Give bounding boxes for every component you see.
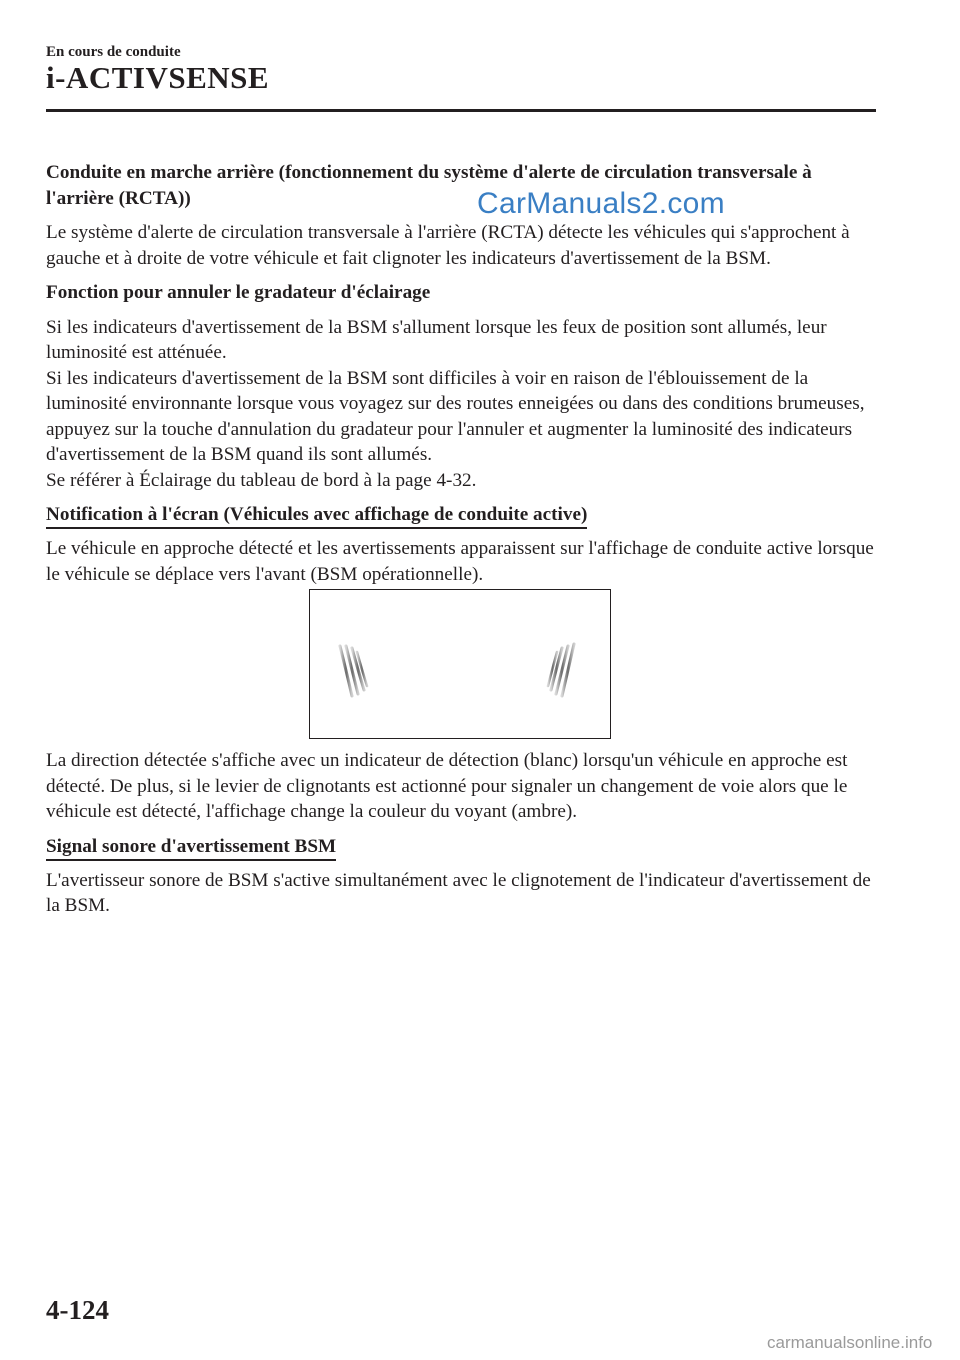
dimmer-paragraph-2: Si les indicateurs d'avertissement de la BSM sont difficiles à voir en raison de l'éblouissement de la luminosité environnante lorsque vous voyagez sur des routes enneigées ou dans des conditions brumeuses, appuyez sur la touche d'annulation du gradateur pour l'annuler et augmenter la luminosité des indicateurs d'avertissement de la BSM quand ils sont allumés.	[46, 367, 865, 465]
page-number: 4-124	[46, 1295, 109, 1325]
active-driving-display-figure	[309, 589, 611, 739]
dimmer-heading: Fonction pour annuler le gradateur d'éclairage	[46, 282, 431, 303]
direction-paragraph: La direction détectée s'affiche avec un indicateur de détection (blanc) lorsqu'un véhicule en approche est détecté. De plus, si le levier de clignotants est actionné pour signaler un changement de voie alors que le véhicule est détecté, l'affichage change la couleur du voyant (ambre).	[46, 750, 848, 822]
site-watermark: carmanualsonline.info	[767, 1333, 933, 1352]
dimmer-paragraph-1: Si les indicateurs d'avertissement de la BSM s'allument lorsque les feux de position sont allumés, leur luminosité est atténuée.	[46, 316, 827, 363]
right-detection-indicator-icon	[548, 644, 574, 696]
display-heading: Notification à l'écran (Véhicules avec affichage de conduite active)	[46, 503, 587, 529]
chapter-title: i-ACTIVSENSE	[46, 60, 270, 95]
display-illustration	[310, 590, 610, 738]
watermark: CarManuals2.com	[477, 187, 725, 220]
header-rule	[46, 109, 876, 112]
rcta-paragraph: Le système d'alerte de circulation transversale à l'arrière (RCTA) détecte les véhicules qui s'approchent à gauche et à droite de votre véhicule et fait clignoter les indicateurs d'avertissement de la BSM.	[46, 222, 850, 269]
buzzer-heading: Signal sonore d'avertissement BSM	[46, 835, 336, 861]
running-head: En cours de conduite	[46, 44, 181, 60]
display-paragraph: Le véhicule en approche détecté et les avertissements apparaissent sur l'affichage de conduite active lorsque le véhicule se déplace vers l'avant (BSM opérationnelle).	[46, 538, 874, 585]
dimmer-cross-reference: Se référer à Éclairage du tableau de bord à la page 4-32.	[46, 469, 477, 491]
rcta-heading: Conduite en marche arrière (fonctionnement du système d'alerte de circulation transversale à l'arrière (RCTA))	[46, 162, 812, 209]
left-detection-indicator-icon	[340, 646, 367, 696]
main-content	[46, 160, 876, 919]
buzzer-paragraph: L'avertisseur sonore de BSM s'active simultanément avec le clignotement de l'indicateur d'avertissement de la BSM.	[46, 869, 871, 916]
